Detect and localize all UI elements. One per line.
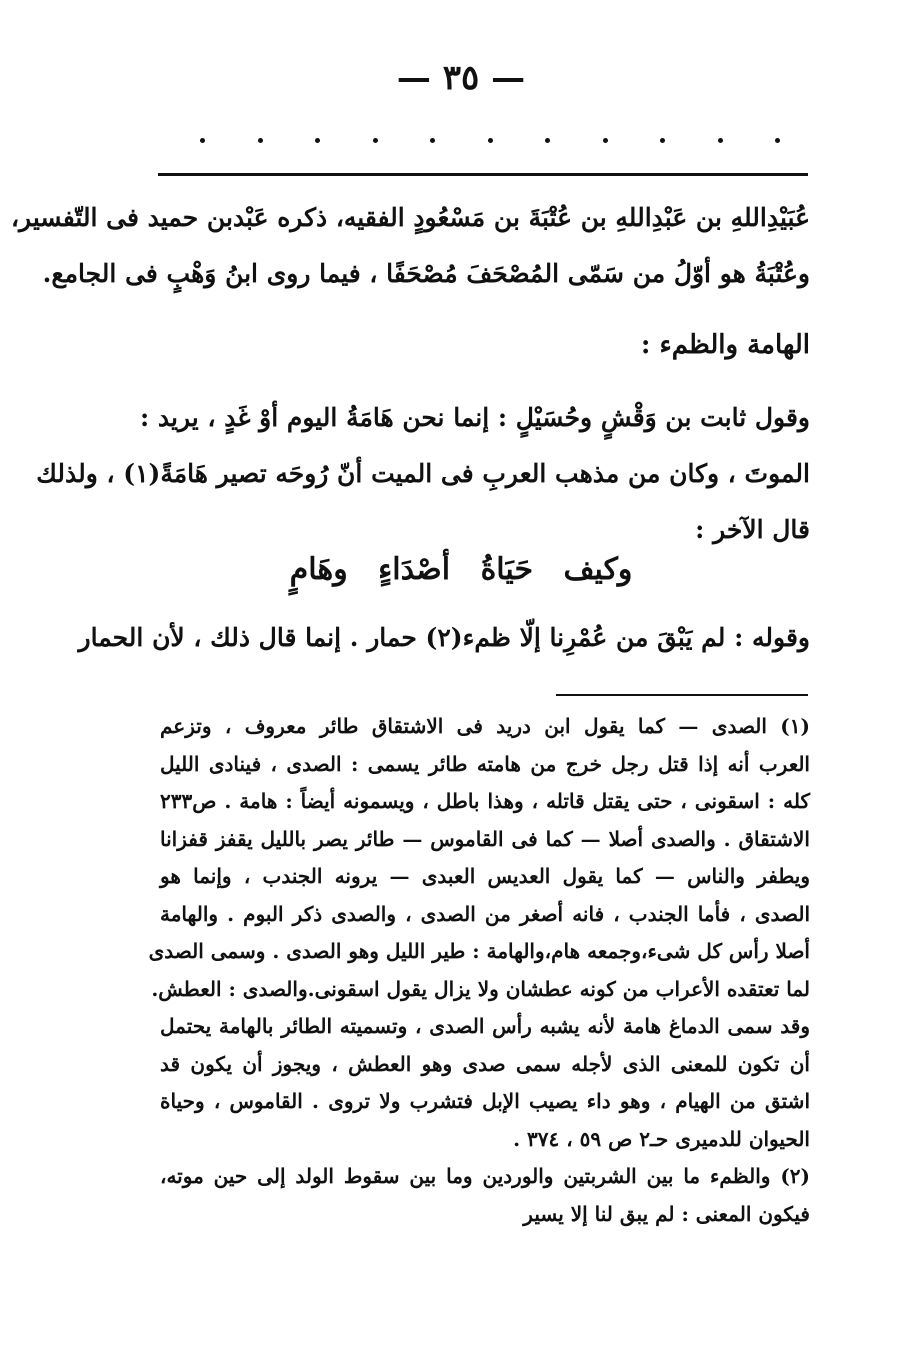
footnotes [148, 708, 811, 1233]
text-line: وعُتْبَةُ هو أوّلُ من سَمّى المُصْحَفَ مُصْحَفًا ، فيما روى ابنُ وَهْبٍ فى الجامع. [42, 259, 810, 288]
separator-dot [545, 138, 550, 143]
separator-dot [488, 138, 493, 143]
footnote-line: وقد سمى الدماغ هامة لأنه يشبه رأس الصدى ، وتسميته الطائر بالهامة يحتمل [160, 1014, 810, 1038]
page-number: — ٣٥ — [396, 58, 526, 98]
text-line: وقول ثابت بن وَقْشٍ وحُسَيْلٍ : إنما نحن هَامَةُ اليوم أوْ غَدٍ ، يريد : [140, 403, 810, 432]
separator-dot [603, 138, 608, 143]
footnote-line: الاشتقاق . والصدى أصلا — كما فى القاموس — طائر يصر بالليل يقفز قفزانا [160, 826, 810, 851]
separator-dot [373, 138, 378, 143]
poetry-verse: وكيف حَيَاةُ أصْدَاءٍ وهَامٍ [289, 552, 633, 587]
separator-dot [430, 138, 435, 143]
separator-dot [200, 138, 205, 143]
separator-dot [718, 138, 723, 143]
footnote-line: كله : اسقونى ، حتى يقتل قاتله ، وهذا باطل ، ويسمونه أيضاً : هامة . ص٢٣٣ [160, 789, 810, 813]
footnote-line: ويطفر والناس — كما يقول العديس العبدى — يرونه الجندب ، وإنما هو [160, 864, 810, 888]
section-heading: الهامة والظمء : [640, 330, 810, 360]
paragraph-1 [10, 190, 810, 302]
footnote-line: اشتق من الهيام ، وهو داء يصيب الإبل فتشرب ولا تروى . القاموس ، وحياة [160, 1089, 810, 1113]
paragraph-3 [78, 610, 810, 666]
separator-dot [775, 138, 780, 143]
footnote-line: العرب أنه إذا قتل رجل خرج من هامته طائر يسمى : الصدى ، فينادى الليل [160, 751, 810, 776]
separator-dot [315, 138, 320, 143]
top-divider [158, 173, 808, 176]
footnote-line: (٢) والظمء ما بين الشربتين والوردين وما بين سقوط الولد إلى حين موته، [160, 1164, 810, 1188]
footnote-line: أصلا رأس كل شىء،وجمعه هام،والهامة : طير الليل وهو الصدى . وسمى الصدى [148, 939, 810, 963]
dot-separator [200, 138, 780, 158]
text-line: وقوله : لم يَبْقَ من عُمْرِنا إلّا ظمء(٢) حمار . إنما قال ذلك ، لأن الحمار [78, 623, 810, 652]
paragraph-2 [36, 390, 810, 558]
footnote-line: الحيوان للدميرى حـ٢ ص ٥٩ ، ٣٧٤ . [513, 1126, 810, 1151]
separator-dot [660, 138, 665, 143]
text-line: قال الآخر : [695, 515, 810, 544]
text-line: الموتَ ، وكان من مذهب العربِ فى الميت أنّ رُوحَه تصير هَامَةً(١) ، ولذلك [36, 459, 810, 488]
footnote-line: لما تعتقده الأعراب من كونه عطشان ولا يزال يقول اسقونى.والصدى : العطش. [151, 976, 810, 1001]
separator-dot [258, 138, 263, 143]
footnote-line: (١) الصدى — كما يقول ابن دريد فى الاشتقاق طائر معروف ، وتزعم [160, 714, 810, 738]
footnote-line: الصدى ، فأما الجندب ، فانه أصغر من الصدى ، والصدى ذكر البوم . والهامة [160, 901, 811, 926]
footnote-line: أن تكون للمعنى الذى لأجله سمى صدى وهو العطش ، ويجوز أن يكون قد [160, 1051, 810, 1076]
text-line: عُبَيْدِاللهِ بن عَبْدِاللهِ بن عُتْبَةَ بن مَسْعُودٍ الفقيه، ذكره عَبْدبن حميد فى التّفسير، [10, 203, 810, 232]
footnote-line: فيكون المعنى : لم يبق لنا إلا يسير [523, 1201, 810, 1226]
footnote-divider [556, 694, 808, 696]
